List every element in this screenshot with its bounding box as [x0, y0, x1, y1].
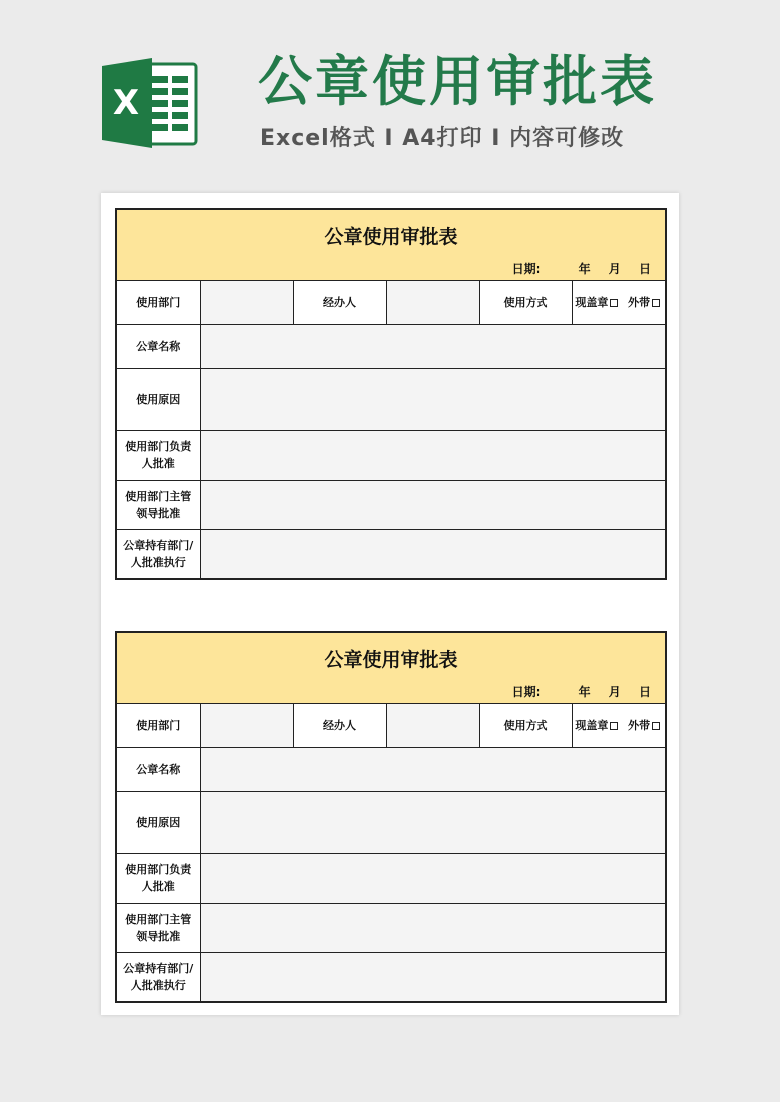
- method-label: 使用方式: [479, 704, 572, 747]
- method-label: 使用方式: [479, 281, 572, 324]
- seal-name-label: 公章名称: [117, 324, 200, 368]
- option-onsite-label: 现盖章: [575, 718, 609, 732]
- reason-input[interactable]: [200, 791, 665, 853]
- page-title: 公章使用审批表: [258, 50, 657, 113]
- seal-name-label: 公章名称: [117, 747, 200, 791]
- page-subtitle: Excel格式 I A4打印 I 内容可修改: [260, 126, 625, 151]
- reason-label: 使用原因: [117, 791, 200, 853]
- date-day: 日: [638, 685, 651, 699]
- option-takeout-label: 外带: [628, 718, 651, 732]
- date-line: [512, 260, 651, 277]
- dept-head-input[interactable]: [200, 430, 665, 480]
- handler-label: 经办人: [293, 704, 386, 747]
- reason-label: 使用原因: [117, 368, 200, 430]
- date-label: 日期:: [511, 685, 541, 699]
- dept-head-label: 使用部门负责人批准: [117, 430, 200, 480]
- seal-name-input[interactable]: [200, 324, 665, 368]
- option-takeout-label: 外带: [628, 295, 651, 309]
- dept-label: 使用部门: [117, 281, 200, 324]
- dept-label: 使用部门: [117, 704, 200, 747]
- approval-form-2: [115, 631, 667, 1003]
- option-onsite-label: 现盖章: [575, 295, 609, 309]
- date-label: 日期:: [511, 262, 541, 276]
- date-month: 月: [608, 262, 621, 276]
- form-title: 公章使用审批表: [324, 649, 458, 671]
- excel-logo-icon: [100, 56, 198, 150]
- form-table: [117, 281, 665, 578]
- form-header: [117, 210, 665, 281]
- dept-head-label: 使用部门负责人批准: [117, 853, 200, 903]
- takeout-checkbox[interactable]: [652, 299, 660, 307]
- leader-label: 使用部门主管领导批准: [117, 903, 200, 952]
- leader-input[interactable]: [200, 903, 665, 952]
- leader-label: 使用部门主管领导批准: [117, 480, 200, 529]
- handler-label: 经办人: [293, 281, 386, 324]
- method-options: [572, 281, 665, 324]
- holder-label: 公章持有部门/人批准执行: [117, 529, 200, 578]
- date-month: 月: [608, 685, 621, 699]
- date-day: 日: [638, 262, 651, 276]
- logo-letter: X: [112, 83, 140, 123]
- form-table: [117, 704, 665, 1001]
- takeout-checkbox[interactable]: [652, 722, 660, 730]
- handler-input[interactable]: [386, 281, 479, 324]
- approval-form-1: [115, 208, 667, 580]
- method-options: [572, 704, 665, 747]
- holder-input[interactable]: [200, 952, 665, 1001]
- form-header: [117, 633, 665, 704]
- dept-head-input[interactable]: [200, 853, 665, 903]
- leader-input[interactable]: [200, 480, 665, 529]
- date-year: 年: [578, 262, 591, 276]
- form-title: 公章使用审批表: [324, 226, 458, 248]
- handler-input[interactable]: [386, 704, 479, 747]
- dept-input[interactable]: [200, 704, 293, 747]
- dept-input[interactable]: [200, 281, 293, 324]
- date-line: [512, 683, 651, 700]
- reason-input[interactable]: [200, 368, 665, 430]
- onsite-checkbox[interactable]: [610, 299, 618, 307]
- holder-input[interactable]: [200, 529, 665, 578]
- holder-label: 公章持有部门/人批准执行: [117, 952, 200, 1001]
- date-year: 年: [578, 685, 591, 699]
- onsite-checkbox[interactable]: [610, 722, 618, 730]
- seal-name-input[interactable]: [200, 747, 665, 791]
